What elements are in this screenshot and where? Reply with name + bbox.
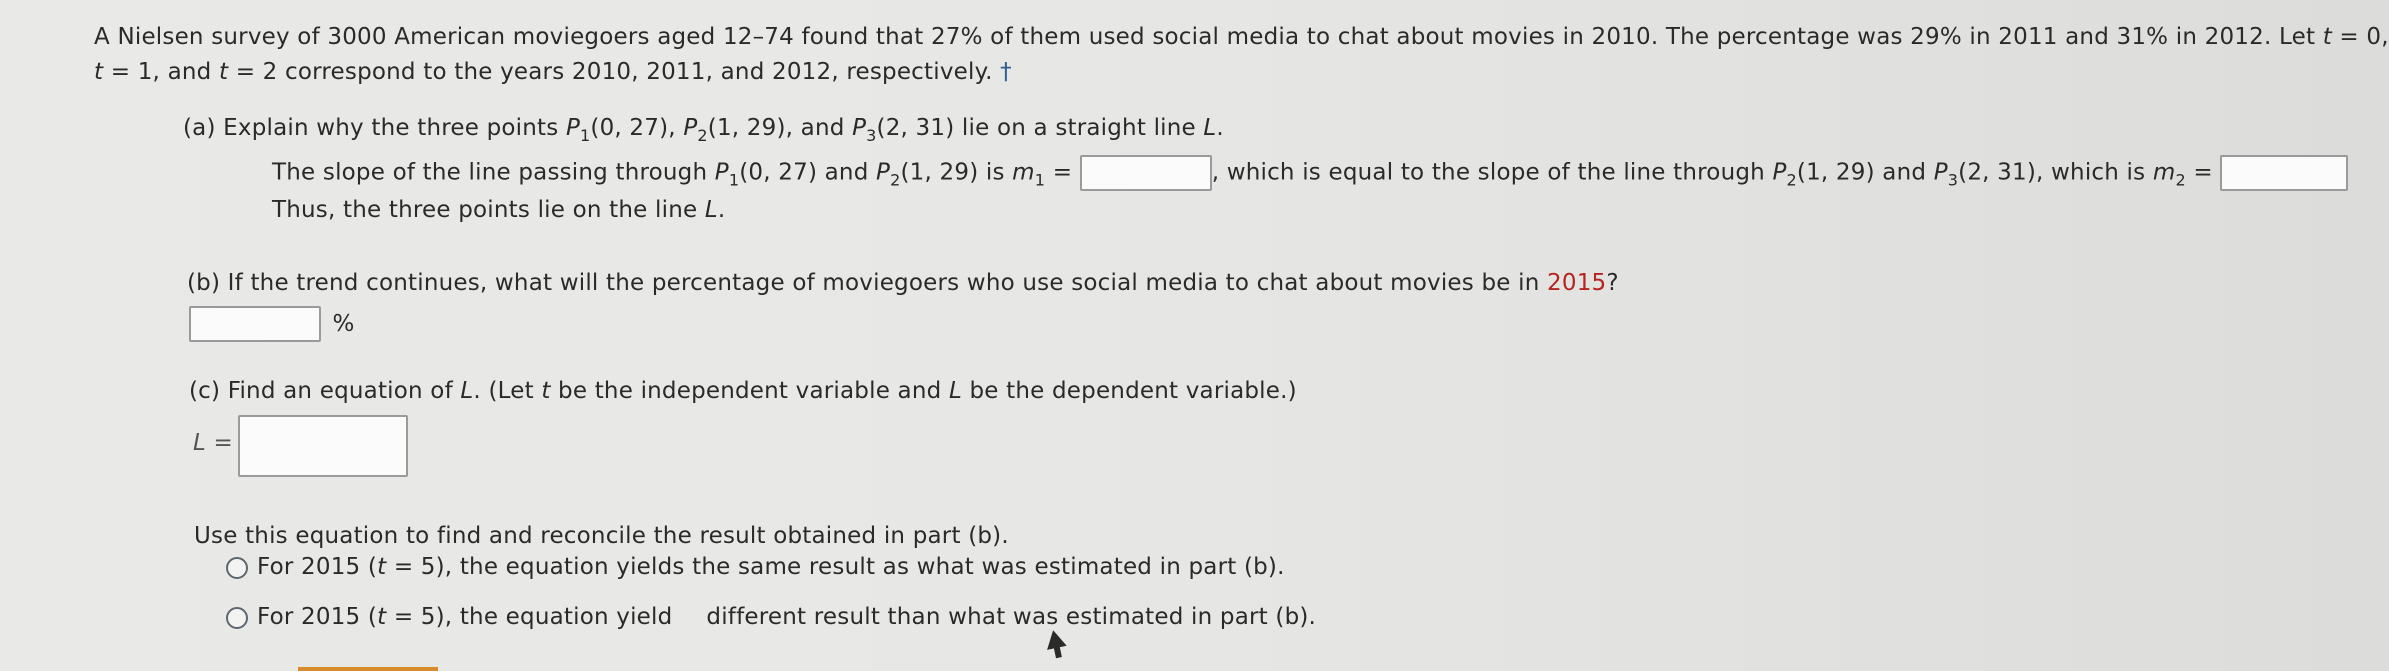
footnote-dagger[interactable]: †	[1000, 59, 1012, 85]
var-L: L	[193, 430, 207, 456]
part-c-equation-row	[193, 428, 233, 458]
part-c-prompt: (c) Find an equation of L. (Let t be the independent variable and L be the dependent variable.)	[189, 378, 1297, 404]
intro-line-2	[94, 57, 1012, 87]
equation-label: =	[213, 430, 234, 456]
equation-input[interactable]	[238, 415, 408, 477]
intro-t2: = 2 correspond to the years 2010, 2011, and 2012, respectively.	[235, 59, 993, 85]
intro-t0: = 0,	[2339, 24, 2389, 50]
option-same-radio[interactable]	[226, 557, 248, 579]
var-t: t	[218, 59, 229, 85]
m1-input[interactable]	[1080, 155, 1212, 191]
var-t: t	[2322, 24, 2332, 50]
percent-unit: %	[332, 310, 355, 337]
var-t: t	[94, 59, 104, 85]
option-same-label[interactable]: For 2015 (t = 5), the equation yields the same result as what was estimated in part (b).	[257, 554, 1285, 580]
part-a-prompt: (a) Explain why the three points $P_1(0$, 27), $P_2(1$, 29), and $P_3(2$, 31) lie on a straight line L.	[183, 115, 1224, 145]
part-a-slope-line: The slope of the line passing through $P_1(0$, 27) and $P_2(1$, 29) is $m_1$ = , which is equal to the slope of the line through $P_2(1$, 29) and $P_3(2$, 31), which is $m_2$ =	[272, 155, 2348, 196]
part-a-conclusion: Thus, the three points lie on the line L.	[272, 197, 726, 223]
year-highlight: 2015	[1547, 270, 1607, 296]
bottom-button-edge[interactable]	[298, 667, 438, 671]
intro-line-1	[94, 22, 2389, 52]
part-b-prompt: (b) If the trend continues, what will the percentage of moviegoers who use social media to chat about movies be in 2015?	[187, 270, 1619, 296]
part-b-answer-row	[189, 306, 355, 342]
reconcile-prompt: Use this equation to find and reconcile the result obtained in part (b).	[194, 523, 1009, 549]
intro-t1: = 1, and	[110, 59, 212, 85]
mouse-pointer-icon	[1043, 628, 1066, 650]
option-different-radio[interactable]	[226, 607, 248, 629]
m2-input[interactable]	[2220, 155, 2348, 191]
intro-text: A Nielsen survey of 3000 American moviegoers aged 12–74 found that 27% of them used social media to chat about movies in 2010. The percentage was 29% in 2011 and 31% in 2012. Let	[94, 24, 2316, 50]
option-different-label[interactable]: For 2015 (t = 5), the equation yield different result than what was estimated in part (b).	[257, 604, 1317, 630]
percentage-input[interactable]	[189, 306, 321, 342]
